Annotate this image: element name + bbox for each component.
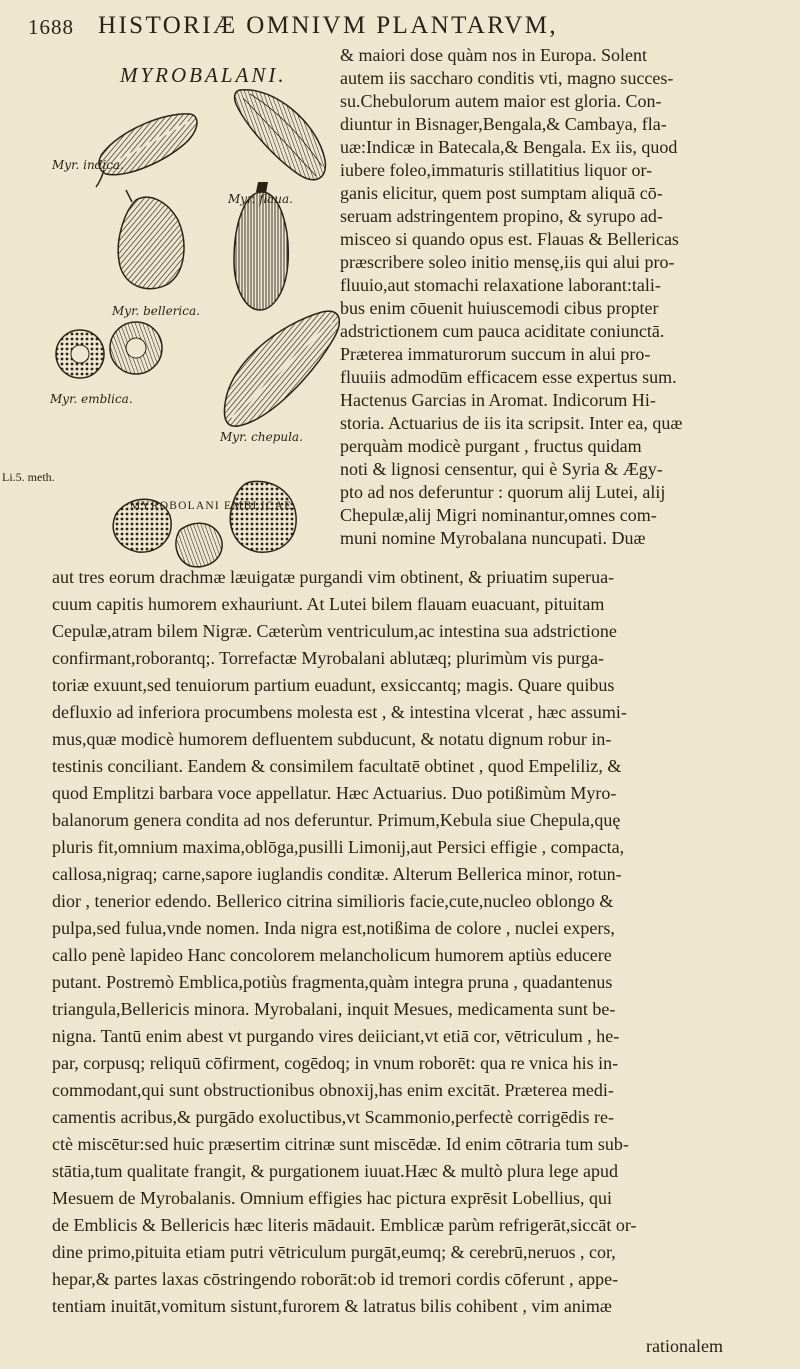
text-line: putant. Postremò Emblica,potiùs fragmenta,quàm integra pruna , quadantenus (52, 972, 613, 992)
label-flaua: Myr. flaua. (228, 192, 293, 206)
column-line: præscribere soleo initio mensę,iis qui alui pro- (340, 252, 675, 272)
column-line: seruam adstringentem propino, & syrupo ad- (340, 206, 663, 226)
text-line: camentis acribus,& purgādo exoluctibus,vt Scammonio,perfectè corrigēdis re- (52, 1107, 614, 1127)
column-line: fluuiis admodūm efficacem esse expertus sum. (340, 367, 677, 387)
text-line: commodant,qui sunt obstructionibus obnoxij,has enim excitāt. Præterea medi- (52, 1080, 614, 1100)
column-line: iubere foleo,immaturis stillatitius liquor or- (340, 160, 653, 180)
column-line: adstrictionem cum pauca aciditate coniunctā. (340, 321, 665, 341)
text-line: cuum capitis humorem exhauriunt. At Lutei bilem flauam euacuant, pituitam (52, 594, 605, 614)
label-bellerica: Myr. bellerica. (112, 304, 200, 318)
emblica-fragment-figures (113, 481, 296, 567)
text-line: stātia,tum qualitate frangit, & purgationem iuuat.Hæc & multò plura lege apud (52, 1161, 619, 1181)
text-line: confirmant,roborantq;. Torrefactæ Myrobalani ablutæq; plurimùm vis purga- (52, 648, 604, 668)
column-line: Chepulæ,alij Migri nominantur,omnes com- (340, 505, 657, 525)
label-indica: Myr. indica. (52, 158, 124, 172)
text-line: testinis conciliant. Eandem & consimilem facultatē obtinet , quod Empeliliz, & (52, 756, 622, 776)
column-line: bus enim cōuenit huiuscemodi cibus propter (340, 298, 659, 318)
catchword: rationalem (646, 1336, 723, 1356)
text-line: dine primo,pituita etiam putri vētriculum purgāt,eumq; & cerebrū,neruos , cor, (52, 1242, 616, 1262)
text-line: Cepulæ,atram bilem Nigræ. Cæterùm ventriculum,ac intestina sua adstrictione (52, 621, 617, 641)
column-line: Hactenus Garcias in Aromat. Indicorum Hi- (340, 390, 656, 410)
column-line: diuntur in Bisnager,Bengala,& Cambaya, fla- (340, 114, 667, 134)
column-line: uæ:Indicæ in Batecala,& Bengala. Ex iis, quod (340, 137, 678, 157)
text-line: nigna. Tantū enim abest vt purgando vires deiiciant,vt etiā cor, vētriculum , he- (52, 1026, 620, 1046)
column-line: perquàm modicè purgant , fructus quidam (340, 436, 642, 456)
text-line: dior , tenerior edendo. Bellerico citrina similioris facie,cute,nucleo oblongo & (52, 891, 614, 911)
column-line: Præterea immaturorum succum in alui pro- (340, 344, 651, 364)
chepula-fruit-figure (224, 311, 339, 426)
text-line: callo penè lapideo Hanc concolorem melancholicum humorem aptiùs educere (52, 945, 612, 965)
text-line: mus,quæ modicè humorem defluentem subducunt, & notatu dignum robur in- (52, 729, 612, 749)
text-line: de Emblicis & Bellericis hæc literis mādauit. Emblicæ parùm refrigerāt,siccāt or- (52, 1215, 637, 1235)
column-line: noti & lignosi censentur, qui è Syria & Ægy- (340, 459, 663, 479)
column-line: ganis elicitur, quem post sumptam aliquā cō- (340, 183, 663, 203)
label-emblica: Myr. emblica. (50, 392, 133, 406)
text-line: triangula,Bellericis minora. Myrobalani, inquit Mesues, medicamenta sunt be- (52, 999, 616, 1019)
column-line: misceo si quando opus est. Flauas & Bellericas (340, 229, 679, 249)
text-line: quod Emplitzi barbara voce appellatur. Hæc Actuarius. Duo potißimùm Myro- (52, 783, 617, 803)
column-line: fluuio,aut stomachi relaxatione laborant:tali- (340, 275, 661, 295)
text-line: defluxio ad inferiora procumbens molesta est , & intestina vlcerat , hæc assumi- (52, 702, 627, 722)
column-line: pto ad nos deferuntur : quorum alij Lutei, alij (340, 482, 666, 502)
bellerica-fruit-figure (118, 190, 184, 289)
column-line: storia. Actuarius de iis ita scripsit. Inter ea, quæ (340, 413, 683, 433)
page-number: 1688 (28, 15, 74, 39)
plate-title: MYROBALANI. (120, 63, 287, 87)
running-title: HISTORIÆ OMNIVM PLANTARVM, (98, 12, 559, 39)
text-line: aut tres eorum drachmæ læuigatæ purgandi vim obtinent, & priuatim superua- (52, 567, 615, 587)
column-line: & maiori dose quàm nos in Europa. Solent (340, 45, 647, 65)
page-header (28, 12, 784, 42)
marginal-note: Li.5. meth. (2, 470, 55, 484)
column-line: autem iis saccharo conditis vti, magno succes- (340, 68, 674, 88)
plate-caption: MYROBOLANI EMBLICAE. (130, 500, 297, 512)
indica-fruit-figure (96, 114, 197, 187)
emblica-fruit-figures (56, 322, 162, 378)
text-line: pulpa,sed fulua,vnde nomen. Inda nigra est,notißima de colore , nuclei expers, (52, 918, 615, 938)
text-line: toriæ exuunt,sed tenuiorum partium euadunt, exsiccantq; magis. Quare quibus (52, 675, 615, 695)
column-line: su.Chebulorum autem maior est gloria. Con- (340, 91, 662, 111)
text-line: par, corpusq; reliquū cōfirment, cogēdoq; in vnum roborēt: qua re vnica his in- (52, 1053, 619, 1073)
text-line: ctè miscētur:sed huic præsertim citrinæ sunt miscēdæ. Id enim cōtraria tum sub- (52, 1134, 629, 1154)
flaua-fruit-figure (235, 90, 326, 180)
text-line: pluris fit,omnium maxima,oblōga,pusilli Limonij,aut Persici effigie , compacta, (52, 837, 625, 857)
text-line: callosa,nigraq; carne,sapore iuglandis conditæ. Alterum Bellerica minor, rotun- (52, 864, 622, 884)
text-line: tentiam inuitāt,vomitum sistunt,furorem & latratus bilis cohibent , vim animæ (52, 1296, 612, 1316)
text-line: Mesuem de Myrobalanis. Omnium effigies hac pictura exprēsit Lobellius, qui (52, 1188, 613, 1208)
text-line: hepar,& partes laxas cōstringendo roborāt:ob id tremori cordis cōferunt , appe- (52, 1269, 619, 1289)
woodcut-plate (40, 42, 340, 582)
label-chepula: Myr. chepula. (220, 430, 303, 444)
text-line: balanorum genera condita ad nos deferuntur. Primum,Kebula siue Chepula,quę (52, 810, 621, 830)
column-line: muni nomine Myrobalana nuncupati. Duæ (340, 528, 646, 548)
